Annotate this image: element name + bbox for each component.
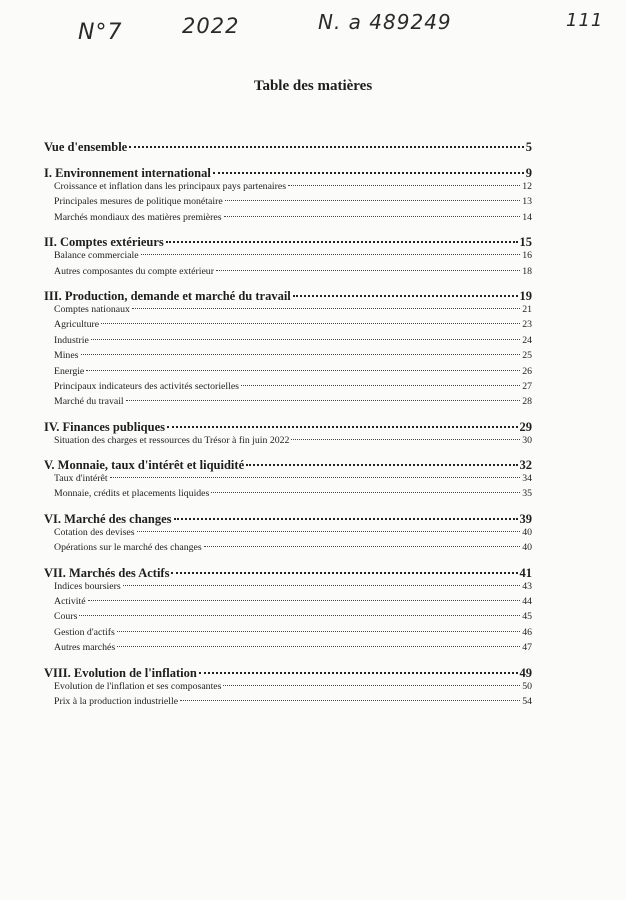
toc-section-heading-page: 9 <box>525 166 532 180</box>
section-gap <box>44 558 532 566</box>
toc-entry-page: 47 <box>522 642 532 654</box>
leader-dots <box>110 477 521 478</box>
toc-entry-label: Taux d'intérêt <box>54 473 108 485</box>
leader-dots <box>213 172 524 174</box>
toc-entry-label: Cotation des devises <box>54 526 135 538</box>
handwritten-year: 2022 <box>182 14 240 38</box>
page-title: Table des matières <box>253 78 373 94</box>
toc-entry-page: 43 <box>522 580 532 592</box>
toc-entry-page: 28 <box>522 396 532 408</box>
toc-entry <box>44 335 532 350</box>
toc-entry-label: Prix à la production industrielle <box>54 695 179 707</box>
toc-entry <box>44 366 532 381</box>
toc-section-heading <box>44 666 532 681</box>
toc-section-heading-page: 29 <box>519 419 532 434</box>
leader-dots <box>167 426 518 428</box>
toc-entry <box>44 642 532 657</box>
handwritten-number: N°7 <box>78 20 123 45</box>
toc-section-heading-label: VIII. Evolution de l'inflation <box>44 665 197 680</box>
toc-entry-page: 26 <box>522 365 532 377</box>
toc-entry <box>44 381 532 396</box>
toc-section-heading <box>44 420 532 435</box>
toc-section-heading-page: 32 <box>519 458 532 473</box>
toc-entry-label: Industrie <box>54 334 89 346</box>
toc-entry-label: Principaux indicateurs des activités sectorielles <box>54 380 239 392</box>
toc-entry-label: Activité <box>54 596 86 608</box>
toc-entry-label: Autres marchés <box>54 642 116 654</box>
leader-dots <box>123 585 521 586</box>
toc-entry-page: 30 <box>522 434 532 446</box>
toc-section-heading-page: 19 <box>519 288 532 303</box>
toc-section-heading-label: II. Comptes extérieurs <box>44 235 164 250</box>
leader-dots <box>225 200 521 201</box>
leader-dots <box>81 354 521 355</box>
toc-section-heading-page: 49 <box>519 665 532 680</box>
toc-entry <box>44 681 532 696</box>
leader-dots <box>211 492 520 493</box>
toc-entry-label: Agriculture <box>54 319 100 331</box>
leader-dots <box>293 295 518 297</box>
toc-entry-label: Monnaie, crédits et placements liquides <box>54 488 210 500</box>
toc-entry <box>44 212 532 227</box>
toc-entry <box>44 581 532 596</box>
toc-overview-page: 5 <box>525 140 532 154</box>
handwritten-page-mark: 111 <box>566 10 604 31</box>
toc-section-heading-page: 39 <box>519 511 532 526</box>
toc-entry <box>44 350 532 365</box>
leader-dots <box>171 572 517 574</box>
toc-entry-label: Comptes nationaux <box>54 303 130 315</box>
toc-entry <box>44 611 532 626</box>
toc-overview-label: Vue d'ensemble <box>44 140 128 154</box>
leader-dots <box>117 646 520 647</box>
toc-section-heading-label: IV. Finances publiques <box>44 419 165 434</box>
toc-entry <box>44 181 532 196</box>
leader-dots <box>91 339 520 340</box>
toc-section-heading-label: I. Environnement international <box>44 166 211 180</box>
leader-dots <box>88 600 521 601</box>
leader-dots <box>126 400 521 401</box>
toc-section-heading-label: III. Production, demande et marché du travail <box>44 288 291 303</box>
table-of-contents <box>44 140 532 711</box>
section-gap <box>44 504 532 512</box>
section-gap <box>44 155 532 166</box>
leader-dots <box>241 385 520 386</box>
toc-entry <box>44 627 532 642</box>
leader-dots <box>132 308 520 309</box>
toc-section-heading <box>44 512 532 527</box>
toc-entry <box>44 304 532 319</box>
leader-dots <box>288 185 520 186</box>
toc-entry-page: 21 <box>522 303 532 315</box>
leader-dots <box>101 323 520 324</box>
toc-entry-page: 18 <box>522 265 532 277</box>
toc-section-heading <box>44 166 532 181</box>
leader-dots <box>166 241 518 243</box>
toc-entry <box>44 696 532 711</box>
leader-dots <box>174 518 518 520</box>
toc-entry-page: 12 <box>522 181 532 192</box>
toc-entry <box>44 196 532 211</box>
section-gap <box>44 658 532 666</box>
toc-entry-label: Marchés mondiaux des matières premières <box>54 211 222 223</box>
toc-entry-page: 40 <box>522 526 532 538</box>
toc-entry-label: Energie <box>54 365 85 377</box>
toc-entry-label: Opérations sur le marché des changes <box>54 542 202 554</box>
leader-dots <box>86 370 520 371</box>
toc-entry-page: 45 <box>522 611 532 623</box>
toc-entry-label: Cours <box>54 611 78 623</box>
toc-entry-label: Evolution de l'inflation et ses composantes <box>54 680 222 692</box>
toc-entry-label: Mines <box>54 350 79 362</box>
toc-entry-page: 54 <box>522 695 532 707</box>
leader-dots <box>180 700 520 701</box>
toc-entry <box>44 488 532 503</box>
toc-entry <box>44 527 532 542</box>
toc-entry-label: Principales mesures de politique monétaire <box>54 196 223 208</box>
toc-entry-page: 44 <box>522 596 532 608</box>
toc-entry-page: 16 <box>522 250 532 262</box>
toc-overview <box>44 140 532 155</box>
toc-entry-label: Balance commerciale <box>54 250 139 262</box>
toc-entry-label: Gestion d'actifs <box>54 626 115 638</box>
toc-section-heading <box>44 458 532 473</box>
toc-section-heading <box>44 235 532 250</box>
toc-entry-page: 40 <box>522 542 532 554</box>
toc-entry-label: Marché du travail <box>54 396 124 408</box>
leader-dots <box>291 439 520 440</box>
toc-entry-page: 46 <box>522 626 532 638</box>
toc-entry-page: 24 <box>522 334 532 346</box>
section-gap <box>44 227 532 235</box>
toc-entry-page: 27 <box>522 380 532 392</box>
section-gap <box>44 412 532 420</box>
leader-dots <box>216 270 520 271</box>
leader-dots <box>199 672 518 674</box>
leader-dots <box>129 146 524 148</box>
toc-section-heading-page: 41 <box>519 565 532 580</box>
leader-dots <box>223 685 520 686</box>
section-gap <box>44 450 532 458</box>
toc-section-heading <box>44 566 532 581</box>
leader-dots <box>246 464 517 466</box>
toc-entry <box>44 542 532 557</box>
toc-entry-page: 23 <box>522 319 532 331</box>
toc-entry-label: Situation des charges et ressources du Trésor à fin juin 2022 <box>54 434 290 446</box>
toc-entry-page: 14 <box>522 211 532 223</box>
toc-entry-page: 34 <box>522 473 532 485</box>
toc-section-heading-page: 15 <box>519 235 532 250</box>
toc-entry <box>44 396 532 411</box>
toc-entry-label: Croissance et inflation dans les principaux pays partenaires <box>54 181 287 192</box>
handwritten-reference: N. a 489249 <box>318 10 452 34</box>
leader-dots <box>204 546 520 547</box>
leader-dots <box>137 531 521 532</box>
toc-entry <box>44 596 532 611</box>
toc-entry-page: 13 <box>522 196 532 208</box>
toc-entry-page: 50 <box>522 680 532 692</box>
leader-dots <box>79 615 520 616</box>
toc-entry <box>44 250 532 265</box>
toc-section-heading-label: VI. Marché des changes <box>44 511 172 526</box>
toc-entry-label: Autres composantes du compte extérieur <box>54 265 214 277</box>
toc-entry <box>44 435 532 450</box>
leader-dots <box>224 216 521 217</box>
section-gap <box>44 281 532 289</box>
toc-section-heading-label: VII. Marchés des Actifs <box>44 565 170 580</box>
toc-section-heading <box>44 289 532 304</box>
toc-entry-label: Indices boursiers <box>54 580 121 592</box>
toc-entry <box>44 266 532 281</box>
leader-dots <box>117 631 520 632</box>
toc-entry <box>44 319 532 334</box>
toc-entry <box>44 473 532 488</box>
leader-dots <box>141 254 521 255</box>
toc-entry-page: 35 <box>522 488 532 500</box>
toc-entry-page: 25 <box>522 350 532 362</box>
toc-section-heading-label: V. Monnaie, taux d'intérêt et liquidité <box>44 458 245 473</box>
